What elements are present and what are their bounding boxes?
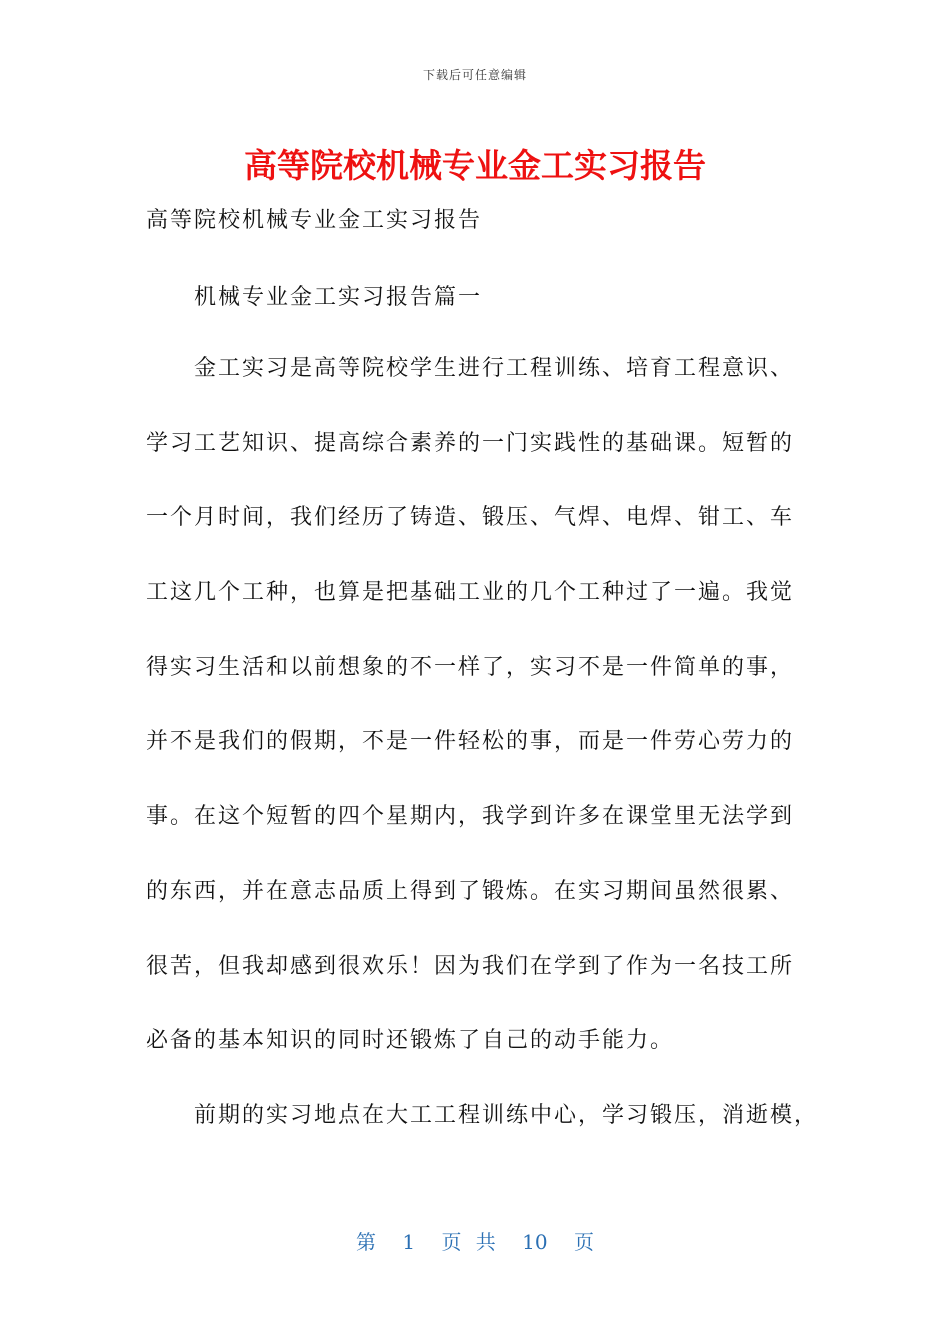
paragraph-line: 很苦，但我却感到很欢乐！因为我们在学到了作为一名技工所 (146, 953, 795, 979)
footer-total-pages: 10 (522, 1230, 548, 1254)
footer-suffix: 页 (573, 1230, 594, 1254)
page-header: 下载后可任意编辑 (422, 68, 527, 82)
paragraph-2 (146, 1100, 819, 1175)
paragraph-line: 事。在这个短暂的四个星期内，我学到许多在课堂里无法学到 (146, 804, 795, 830)
paragraph-line: 并不是我们的假期，不是一件轻松的事，而是一件劳心劳力的 (146, 729, 795, 755)
paragraph-line: 金工实习是高等院校学生进行工程训练、培育工程意识、 (194, 356, 795, 381)
paragraph-line: 一个月时间，我们经历了铸造、锻压、气焊、电焊、钳工、车 (146, 505, 795, 531)
footer-middle: 页 共 (441, 1230, 496, 1254)
paragraph-1 (146, 353, 806, 1100)
document-title: 高等院校机械专业金工实习报告 (244, 146, 706, 185)
paragraph-line: 学习工艺知识、提高综合素养的一门实践性的基础课。短暂的 (146, 430, 795, 456)
document-subtitle: 高等院校机械专业金工实习报告 (146, 208, 483, 233)
paragraph-line: 工这几个工种，也算是把基础工业的几个工种过了一遍。我觉 (146, 580, 795, 606)
paragraph-line: 前期的实习地点在大工工程训练中心，学习锻压，消逝模， (194, 1103, 819, 1128)
section-heading: 机械专业金工实习报告篇一 (194, 285, 483, 310)
footer-page-number: 1 (402, 1230, 416, 1254)
paragraph-line: 必备的基本知识的同时还锻炼了自己的动手能力。 (146, 1028, 675, 1054)
page-footer (0, 1226, 950, 1255)
paragraph-line: 得实习生活和以前想象的不一样了，实习不是一件简单的事， (146, 654, 795, 680)
footer-prefix: 第 (356, 1230, 376, 1254)
paragraph-line: 的东西，并在意志品质上得到了锻炼。在实习期间虽然很累、 (146, 878, 795, 904)
